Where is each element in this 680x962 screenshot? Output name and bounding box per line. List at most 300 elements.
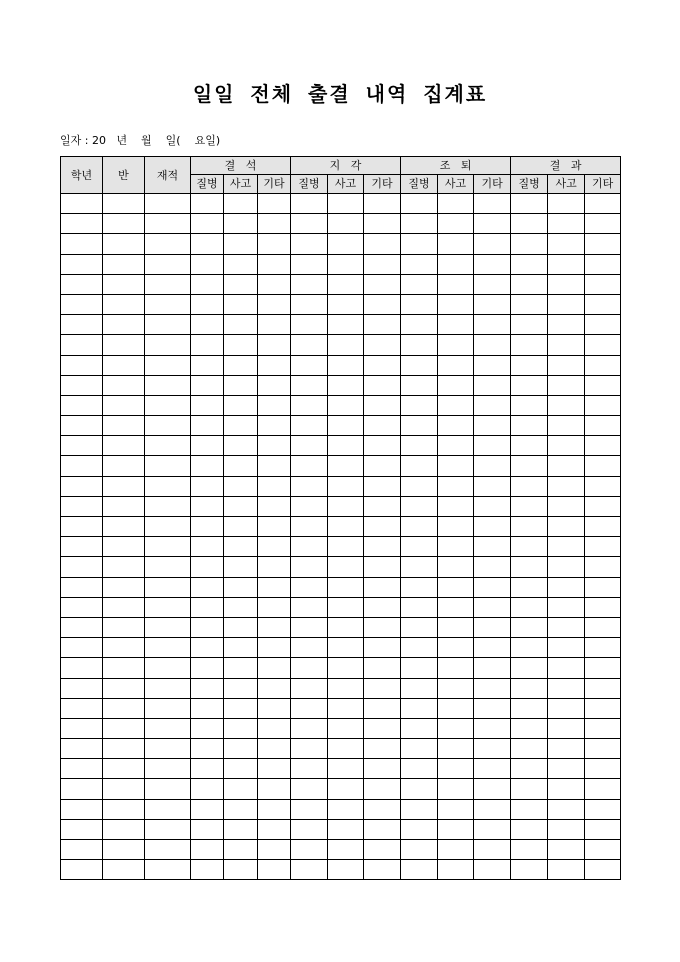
table-cell[interactable] bbox=[191, 355, 224, 375]
table-cell[interactable] bbox=[258, 517, 291, 537]
table-cell[interactable] bbox=[61, 658, 103, 678]
table-cell[interactable] bbox=[511, 557, 548, 577]
table-cell[interactable] bbox=[511, 840, 548, 860]
table-cell[interactable] bbox=[191, 718, 224, 738]
table-cell[interactable] bbox=[364, 577, 401, 597]
table-cell[interactable] bbox=[61, 739, 103, 759]
table-cell[interactable] bbox=[328, 234, 364, 254]
table-cell[interactable] bbox=[258, 194, 291, 214]
table-cell[interactable] bbox=[258, 476, 291, 496]
table-cell[interactable] bbox=[511, 395, 548, 415]
table-cell[interactable] bbox=[364, 840, 401, 860]
table-cell[interactable] bbox=[474, 335, 511, 355]
table-cell[interactable] bbox=[364, 294, 401, 314]
table-cell[interactable] bbox=[364, 335, 401, 355]
table-cell[interactable] bbox=[585, 739, 621, 759]
table-cell[interactable] bbox=[328, 860, 364, 880]
table-cell[interactable] bbox=[585, 416, 621, 436]
table-cell[interactable] bbox=[438, 436, 474, 456]
table-cell[interactable] bbox=[224, 739, 258, 759]
table-cell[interactable] bbox=[258, 294, 291, 314]
table-cell[interactable] bbox=[548, 840, 585, 860]
table-cell[interactable] bbox=[438, 577, 474, 597]
table-cell[interactable] bbox=[401, 759, 438, 779]
table-cell[interactable] bbox=[191, 375, 224, 395]
table-cell[interactable] bbox=[474, 537, 511, 557]
table-cell[interactable] bbox=[364, 739, 401, 759]
table-cell[interactable] bbox=[548, 759, 585, 779]
table-cell[interactable] bbox=[258, 617, 291, 637]
table-cell[interactable] bbox=[224, 254, 258, 274]
table-cell[interactable] bbox=[258, 638, 291, 658]
table-cell[interactable] bbox=[364, 234, 401, 254]
table-cell[interactable] bbox=[474, 517, 511, 537]
table-cell[interactable] bbox=[291, 860, 328, 880]
table-cell[interactable] bbox=[364, 799, 401, 819]
table-cell[interactable] bbox=[438, 234, 474, 254]
table-cell[interactable] bbox=[191, 779, 224, 799]
table-cell[interactable] bbox=[438, 779, 474, 799]
table-cell[interactable] bbox=[224, 779, 258, 799]
table-cell[interactable] bbox=[474, 638, 511, 658]
table-cell[interactable] bbox=[401, 678, 438, 698]
table-cell[interactable] bbox=[585, 456, 621, 476]
table-cell[interactable] bbox=[474, 759, 511, 779]
table-cell[interactable] bbox=[438, 678, 474, 698]
table-cell[interactable] bbox=[548, 698, 585, 718]
table-cell[interactable] bbox=[61, 496, 103, 516]
table-cell[interactable] bbox=[61, 840, 103, 860]
table-cell[interactable] bbox=[291, 456, 328, 476]
table-cell[interactable] bbox=[474, 214, 511, 234]
table-cell[interactable] bbox=[401, 698, 438, 718]
table-cell[interactable] bbox=[103, 638, 145, 658]
table-cell[interactable] bbox=[291, 718, 328, 738]
table-cell[interactable] bbox=[103, 537, 145, 557]
table-cell[interactable] bbox=[258, 375, 291, 395]
table-cell[interactable] bbox=[328, 819, 364, 839]
table-cell[interactable] bbox=[145, 537, 191, 557]
table-cell[interactable] bbox=[145, 718, 191, 738]
table-cell[interactable] bbox=[401, 617, 438, 637]
table-cell[interactable] bbox=[474, 476, 511, 496]
table-cell[interactable] bbox=[224, 718, 258, 738]
table-cell[interactable] bbox=[191, 860, 224, 880]
table-cell[interactable] bbox=[585, 294, 621, 314]
table-cell[interactable] bbox=[438, 819, 474, 839]
table-cell[interactable] bbox=[191, 698, 224, 718]
table-cell[interactable] bbox=[548, 658, 585, 678]
table-cell[interactable] bbox=[438, 194, 474, 214]
table-cell[interactable] bbox=[103, 577, 145, 597]
table-cell[interactable] bbox=[258, 658, 291, 678]
table-cell[interactable] bbox=[291, 799, 328, 819]
table-cell[interactable] bbox=[585, 335, 621, 355]
table-cell[interactable] bbox=[328, 194, 364, 214]
table-cell[interactable] bbox=[585, 375, 621, 395]
table-cell[interactable] bbox=[224, 698, 258, 718]
table-cell[interactable] bbox=[103, 234, 145, 254]
table-cell[interactable] bbox=[438, 496, 474, 516]
table-cell[interactable] bbox=[364, 274, 401, 294]
table-cell[interactable] bbox=[103, 658, 145, 678]
table-cell[interactable] bbox=[585, 638, 621, 658]
table-cell[interactable] bbox=[224, 517, 258, 537]
table-cell[interactable] bbox=[438, 416, 474, 436]
table-cell[interactable] bbox=[364, 456, 401, 476]
table-cell[interactable] bbox=[511, 335, 548, 355]
table-cell[interactable] bbox=[401, 840, 438, 860]
table-cell[interactable] bbox=[438, 254, 474, 274]
table-cell[interactable] bbox=[364, 537, 401, 557]
table-cell[interactable] bbox=[474, 234, 511, 254]
table-cell[interactable] bbox=[438, 597, 474, 617]
table-cell[interactable] bbox=[438, 638, 474, 658]
table-cell[interactable] bbox=[258, 759, 291, 779]
table-cell[interactable] bbox=[258, 840, 291, 860]
table-cell[interactable] bbox=[291, 840, 328, 860]
table-cell[interactable] bbox=[438, 335, 474, 355]
table-cell[interactable] bbox=[291, 476, 328, 496]
table-cell[interactable] bbox=[145, 274, 191, 294]
table-cell[interactable] bbox=[291, 577, 328, 597]
table-cell[interactable] bbox=[328, 779, 364, 799]
table-cell[interactable] bbox=[328, 759, 364, 779]
table-cell[interactable] bbox=[191, 274, 224, 294]
table-cell[interactable] bbox=[438, 617, 474, 637]
table-cell[interactable] bbox=[328, 436, 364, 456]
table-cell[interactable] bbox=[191, 557, 224, 577]
table-cell[interactable] bbox=[191, 234, 224, 254]
table-cell[interactable] bbox=[474, 597, 511, 617]
table-cell[interactable] bbox=[103, 557, 145, 577]
table-cell[interactable] bbox=[191, 294, 224, 314]
table-cell[interactable] bbox=[474, 698, 511, 718]
table-cell[interactable] bbox=[474, 860, 511, 880]
table-cell[interactable] bbox=[224, 819, 258, 839]
table-cell[interactable] bbox=[364, 718, 401, 738]
table-cell[interactable] bbox=[145, 617, 191, 637]
table-cell[interactable] bbox=[224, 537, 258, 557]
table-cell[interactable] bbox=[61, 577, 103, 597]
table-cell[interactable] bbox=[548, 194, 585, 214]
table-cell[interactable] bbox=[438, 456, 474, 476]
table-cell[interactable] bbox=[548, 436, 585, 456]
table-cell[interactable] bbox=[224, 476, 258, 496]
table-cell[interactable] bbox=[328, 315, 364, 335]
table-cell[interactable] bbox=[145, 840, 191, 860]
table-cell[interactable] bbox=[438, 840, 474, 860]
table-cell[interactable] bbox=[328, 638, 364, 658]
table-cell[interactable] bbox=[585, 517, 621, 537]
table-cell[interactable] bbox=[145, 597, 191, 617]
table-cell[interactable] bbox=[585, 597, 621, 617]
table-cell[interactable] bbox=[585, 658, 621, 678]
table-cell[interactable] bbox=[291, 214, 328, 234]
table-cell[interactable] bbox=[401, 517, 438, 537]
table-cell[interactable] bbox=[548, 315, 585, 335]
table-cell[interactable] bbox=[191, 617, 224, 637]
table-cell[interactable] bbox=[401, 496, 438, 516]
table-cell[interactable] bbox=[401, 395, 438, 415]
table-cell[interactable] bbox=[191, 537, 224, 557]
table-cell[interactable] bbox=[474, 718, 511, 738]
table-cell[interactable] bbox=[291, 517, 328, 537]
table-cell[interactable] bbox=[474, 819, 511, 839]
table-cell[interactable] bbox=[224, 597, 258, 617]
table-cell[interactable] bbox=[145, 739, 191, 759]
table-cell[interactable] bbox=[548, 678, 585, 698]
table-cell[interactable] bbox=[191, 496, 224, 516]
table-cell[interactable] bbox=[61, 759, 103, 779]
table-cell[interactable] bbox=[61, 254, 103, 274]
table-cell[interactable] bbox=[438, 537, 474, 557]
table-cell[interactable] bbox=[328, 718, 364, 738]
table-cell[interactable] bbox=[548, 517, 585, 537]
table-cell[interactable] bbox=[145, 355, 191, 375]
table-cell[interactable] bbox=[103, 617, 145, 637]
table-cell[interactable] bbox=[364, 194, 401, 214]
table-cell[interactable] bbox=[474, 416, 511, 436]
table-cell[interactable] bbox=[401, 214, 438, 234]
table-cell[interactable] bbox=[224, 395, 258, 415]
table-cell[interactable] bbox=[291, 739, 328, 759]
table-cell[interactable] bbox=[61, 315, 103, 335]
table-cell[interactable] bbox=[585, 698, 621, 718]
table-cell[interactable] bbox=[364, 355, 401, 375]
table-cell[interactable] bbox=[364, 860, 401, 880]
table-cell[interactable] bbox=[364, 617, 401, 637]
table-cell[interactable] bbox=[258, 416, 291, 436]
table-cell[interactable] bbox=[474, 779, 511, 799]
table-cell[interactable] bbox=[191, 416, 224, 436]
table-cell[interactable] bbox=[224, 315, 258, 335]
table-cell[interactable] bbox=[511, 436, 548, 456]
table-cell[interactable] bbox=[61, 597, 103, 617]
table-cell[interactable] bbox=[364, 819, 401, 839]
table-cell[interactable] bbox=[61, 718, 103, 738]
table-cell[interactable] bbox=[103, 194, 145, 214]
table-cell[interactable] bbox=[145, 395, 191, 415]
table-cell[interactable] bbox=[224, 194, 258, 214]
table-cell[interactable] bbox=[401, 537, 438, 557]
table-cell[interactable] bbox=[191, 658, 224, 678]
table-cell[interactable] bbox=[474, 375, 511, 395]
table-cell[interactable] bbox=[474, 436, 511, 456]
table-cell[interactable] bbox=[328, 739, 364, 759]
table-cell[interactable] bbox=[511, 718, 548, 738]
table-cell[interactable] bbox=[401, 254, 438, 274]
table-cell[interactable] bbox=[224, 274, 258, 294]
table-cell[interactable] bbox=[474, 254, 511, 274]
table-cell[interactable] bbox=[103, 254, 145, 274]
table-cell[interactable] bbox=[145, 698, 191, 718]
table-cell[interactable] bbox=[61, 476, 103, 496]
table-cell[interactable] bbox=[258, 335, 291, 355]
table-cell[interactable] bbox=[291, 274, 328, 294]
table-cell[interactable] bbox=[103, 678, 145, 698]
table-cell[interactable] bbox=[61, 416, 103, 436]
table-cell[interactable] bbox=[364, 597, 401, 617]
table-cell[interactable] bbox=[103, 315, 145, 335]
table-cell[interactable] bbox=[438, 214, 474, 234]
table-cell[interactable] bbox=[258, 597, 291, 617]
table-cell[interactable] bbox=[61, 294, 103, 314]
table-cell[interactable] bbox=[191, 577, 224, 597]
table-cell[interactable] bbox=[103, 698, 145, 718]
table-cell[interactable] bbox=[511, 294, 548, 314]
table-cell[interactable] bbox=[364, 315, 401, 335]
table-cell[interactable] bbox=[291, 698, 328, 718]
table-cell[interactable] bbox=[258, 315, 291, 335]
table-cell[interactable] bbox=[103, 860, 145, 880]
table-cell[interactable] bbox=[291, 678, 328, 698]
table-cell[interactable] bbox=[103, 739, 145, 759]
table-cell[interactable] bbox=[291, 335, 328, 355]
table-cell[interactable] bbox=[438, 517, 474, 537]
table-cell[interactable] bbox=[258, 698, 291, 718]
table-cell[interactable] bbox=[145, 416, 191, 436]
table-cell[interactable] bbox=[145, 254, 191, 274]
table-cell[interactable] bbox=[145, 799, 191, 819]
table-cell[interactable] bbox=[585, 577, 621, 597]
table-cell[interactable] bbox=[145, 658, 191, 678]
table-cell[interactable] bbox=[511, 597, 548, 617]
table-cell[interactable] bbox=[585, 254, 621, 274]
table-cell[interactable] bbox=[364, 214, 401, 234]
table-cell[interactable] bbox=[145, 577, 191, 597]
table-cell[interactable] bbox=[224, 335, 258, 355]
table-cell[interactable] bbox=[511, 658, 548, 678]
table-cell[interactable] bbox=[474, 194, 511, 214]
table-cell[interactable] bbox=[191, 335, 224, 355]
table-cell[interactable] bbox=[585, 617, 621, 637]
table-cell[interactable] bbox=[224, 799, 258, 819]
table-cell[interactable] bbox=[585, 395, 621, 415]
table-cell[interactable] bbox=[145, 375, 191, 395]
table-cell[interactable] bbox=[474, 658, 511, 678]
table-cell[interactable] bbox=[258, 557, 291, 577]
table-cell[interactable] bbox=[291, 416, 328, 436]
table-cell[interactable] bbox=[103, 416, 145, 436]
table-cell[interactable] bbox=[224, 436, 258, 456]
table-cell[interactable] bbox=[401, 860, 438, 880]
table-cell[interactable] bbox=[438, 375, 474, 395]
table-cell[interactable] bbox=[438, 294, 474, 314]
table-cell[interactable] bbox=[103, 517, 145, 537]
table-cell[interactable] bbox=[511, 819, 548, 839]
table-cell[interactable] bbox=[258, 779, 291, 799]
table-cell[interactable] bbox=[548, 617, 585, 637]
table-cell[interactable] bbox=[224, 658, 258, 678]
table-cell[interactable] bbox=[61, 456, 103, 476]
table-cell[interactable] bbox=[258, 436, 291, 456]
table-cell[interactable] bbox=[103, 375, 145, 395]
table-cell[interactable] bbox=[145, 194, 191, 214]
table-cell[interactable] bbox=[191, 819, 224, 839]
table-cell[interactable] bbox=[61, 617, 103, 637]
table-cell[interactable] bbox=[145, 476, 191, 496]
table-cell[interactable] bbox=[364, 476, 401, 496]
table-cell[interactable] bbox=[258, 577, 291, 597]
table-cell[interactable] bbox=[585, 436, 621, 456]
table-cell[interactable] bbox=[585, 194, 621, 214]
table-cell[interactable] bbox=[191, 678, 224, 698]
table-cell[interactable] bbox=[258, 819, 291, 839]
table-cell[interactable] bbox=[548, 779, 585, 799]
table-cell[interactable] bbox=[61, 395, 103, 415]
table-cell[interactable] bbox=[511, 779, 548, 799]
table-cell[interactable] bbox=[291, 395, 328, 415]
table-cell[interactable] bbox=[224, 860, 258, 880]
table-cell[interactable] bbox=[364, 678, 401, 698]
table-cell[interactable] bbox=[61, 355, 103, 375]
table-cell[interactable] bbox=[291, 234, 328, 254]
table-cell[interactable] bbox=[224, 678, 258, 698]
table-cell[interactable] bbox=[61, 799, 103, 819]
table-cell[interactable] bbox=[291, 617, 328, 637]
table-cell[interactable] bbox=[224, 355, 258, 375]
table-cell[interactable] bbox=[474, 395, 511, 415]
table-cell[interactable] bbox=[401, 557, 438, 577]
table-cell[interactable] bbox=[328, 395, 364, 415]
table-cell[interactable] bbox=[258, 860, 291, 880]
table-cell[interactable] bbox=[103, 294, 145, 314]
table-cell[interactable] bbox=[258, 799, 291, 819]
table-cell[interactable] bbox=[585, 537, 621, 557]
table-cell[interactable] bbox=[585, 315, 621, 335]
table-cell[interactable] bbox=[145, 819, 191, 839]
table-cell[interactable] bbox=[191, 194, 224, 214]
table-cell[interactable] bbox=[145, 456, 191, 476]
table-cell[interactable] bbox=[224, 617, 258, 637]
table-cell[interactable] bbox=[291, 355, 328, 375]
table-cell[interactable] bbox=[145, 638, 191, 658]
table-cell[interactable] bbox=[191, 456, 224, 476]
table-cell[interactable] bbox=[548, 597, 585, 617]
table-cell[interactable] bbox=[61, 819, 103, 839]
table-cell[interactable] bbox=[364, 698, 401, 718]
table-cell[interactable] bbox=[401, 456, 438, 476]
table-cell[interactable] bbox=[548, 799, 585, 819]
table-cell[interactable] bbox=[328, 799, 364, 819]
table-cell[interactable] bbox=[328, 517, 364, 537]
table-cell[interactable] bbox=[474, 840, 511, 860]
table-cell[interactable] bbox=[145, 315, 191, 335]
table-cell[interactable] bbox=[328, 537, 364, 557]
table-cell[interactable] bbox=[438, 739, 474, 759]
table-cell[interactable] bbox=[585, 274, 621, 294]
table-cell[interactable] bbox=[401, 234, 438, 254]
table-cell[interactable] bbox=[511, 456, 548, 476]
table-cell[interactable] bbox=[145, 759, 191, 779]
table-cell[interactable] bbox=[474, 739, 511, 759]
table-cell[interactable] bbox=[145, 496, 191, 516]
table-cell[interactable] bbox=[401, 597, 438, 617]
table-cell[interactable] bbox=[585, 476, 621, 496]
table-cell[interactable] bbox=[401, 355, 438, 375]
table-cell[interactable] bbox=[548, 496, 585, 516]
table-cell[interactable] bbox=[401, 638, 438, 658]
table-cell[interactable] bbox=[328, 294, 364, 314]
table-cell[interactable] bbox=[291, 537, 328, 557]
table-cell[interactable] bbox=[328, 557, 364, 577]
table-cell[interactable] bbox=[61, 234, 103, 254]
table-cell[interactable] bbox=[401, 658, 438, 678]
table-cell[interactable] bbox=[401, 416, 438, 436]
table-cell[interactable] bbox=[191, 436, 224, 456]
table-cell[interactable] bbox=[401, 476, 438, 496]
